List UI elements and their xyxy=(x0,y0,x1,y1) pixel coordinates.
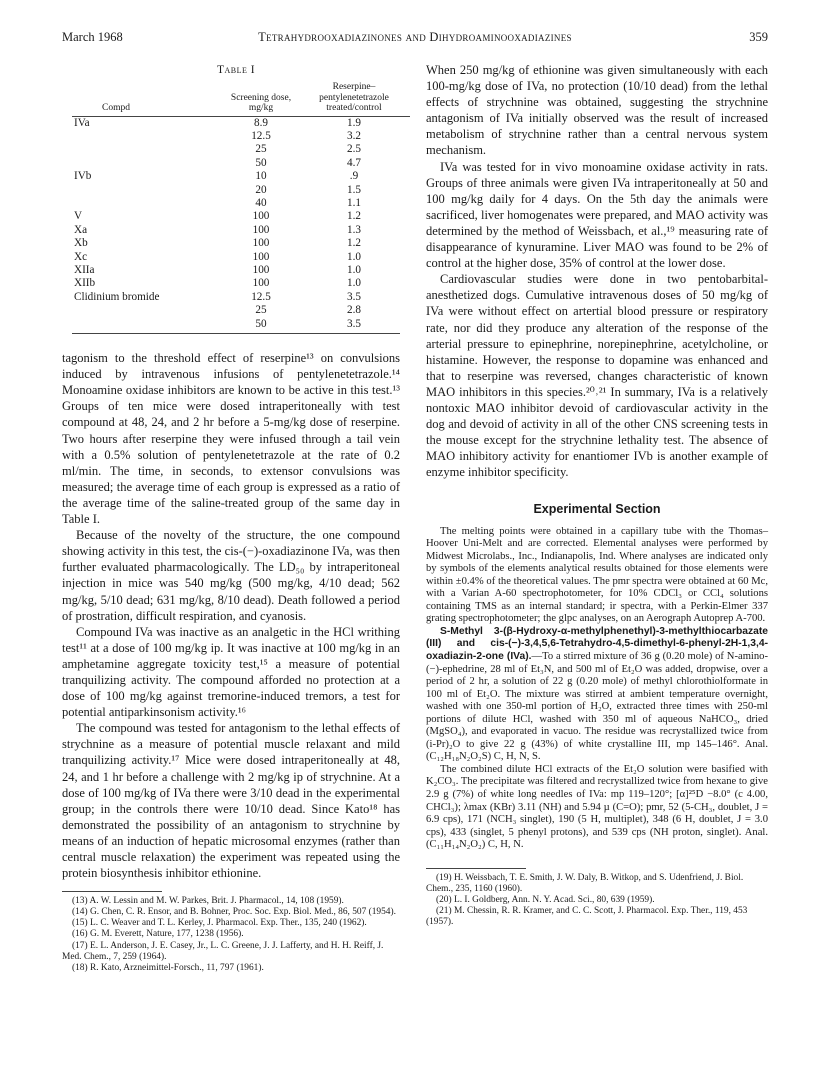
right-paragraph-2: IVa was tested for in vivo monoamine oxidase activity in rats. Groups of three animals were given IVa intraperitoneally at 50 and 100 mg/kg daily for 4 days. On the 5th day the animals were sacrificed, liver homogenates were prepared, and MAO activity was determined by the method of Weissbach, et al.,¹⁹ measuring rate of disappearance of kynuramine. Liver MAO was found to be 2% of control at the higher dose, 35% of control at the lower dose. xyxy=(426,159,768,271)
footnote-20: (20) L. I. Goldberg, Ann. N. Y. Acad. Sci., 80, 639 (1959). xyxy=(436,894,655,905)
cell-ratio: 1.2 xyxy=(347,237,361,250)
left-paragraph-1: tagonism to the threshold effect of reserpine¹³ on convulsions induced by intravenous infusions of pentylenetetrazole.¹⁴ Monoamine oxidase inhibitors are known to be active in this test.¹³ Groups of ten mice were dosed intraperitoneally with test compound at 48, 24, and 2 hr before a 5-mg/kg dose of reserpine. Two hours after reserpine they were infused through a tail vein with a 0.5% solution of pentylenetetrazole at the rate of 0.2 ml/min. The time, in seconds, to extensor convulsions was measured; the average time of each group is expressed as a ratio of the average time of the saline-treated group of the same day in Table I. xyxy=(62,351,400,527)
footnote-16: (16) G. M. Everett, Nature, 177, 1238 (1956). xyxy=(72,929,244,940)
cell-dose: 100 xyxy=(252,237,270,250)
cell-compound xyxy=(72,318,224,331)
cell-dose: 12.5 xyxy=(251,130,271,142)
footnote-17: (17) E. L. Anderson, J. E. Casey, Jr., L. C. Greene, J. J. Lafferty, and H. H. Reiff, J. Med. Chem., 7, 259 (1964). xyxy=(62,940,384,962)
right-footnotes xyxy=(426,864,768,928)
cell-compound: V xyxy=(74,210,83,223)
header-date: March 1968 xyxy=(62,30,123,44)
table-row xyxy=(72,157,410,170)
cell-compound: XIIa xyxy=(74,264,95,277)
cell-compound xyxy=(72,157,224,170)
cell-ratio: 1.0 xyxy=(347,250,361,263)
experimental-text xyxy=(426,526,768,852)
cell-compound xyxy=(72,130,224,143)
table-row xyxy=(72,224,410,237)
footnote-19: (19) H. Weissbach, T. E. Smith, J. W. Daly, B. Witkop, and S. Udenfriend, J. Biol. Chem., 235, 1160 (1960). xyxy=(426,872,744,894)
cell-ratio: 1.2 xyxy=(347,210,361,223)
table-title: Table I xyxy=(216,64,256,76)
table-row xyxy=(72,170,410,183)
cell-dose: 20 xyxy=(255,183,267,196)
cell-ratio: 2.8 xyxy=(347,304,361,317)
cell-compound: IVb xyxy=(74,170,92,183)
footnote-15: (15) L. C. Weaver and T. L. Kerley, J. Pharmacol. Exp. Ther., 135, 240 (1962). xyxy=(72,918,367,929)
cell-compound: Xb xyxy=(74,237,88,250)
cell-dose: 100 xyxy=(252,210,270,223)
cell-ratio: 1.9 xyxy=(347,116,361,129)
cell-compound: Clidinium bromide xyxy=(74,290,160,303)
table-row xyxy=(72,251,410,264)
cell-ratio: 1.0 xyxy=(347,277,361,290)
footnote-13: (13) A. W. Lessin and M. W. Parkes, Brit. J. Pharmacol., 14, 108 (1959). xyxy=(72,896,344,907)
experimental-paragraph-3: The combined dilute HCl extracts of the Et₂O solution were basified with K₂CO₃. The precipitate was filtered and recrystallized twice from hexane to give 2.9 g (7%) of white long needles of IVa: mp 119–120°; [α]²⁵D −8.0° (c 4.00, CHCl₃); λmax (KBr) 3.11 (NH) and 5.94 µ (C=O); pmr, 52 (5-CH₃, doublet, J = 6.9 cps), 171 (NCH₃ singlet), 190 (5 H, multiplet), 348 (6 H, doublet, J = 3.0 cps), 433 (singlet, 5 phenyl protons), and 539 cps (NH proton, singlet). Anal. (C₁₁H₁₄N₂O₂) C, H, N. xyxy=(426,763,768,851)
right-column xyxy=(426,62,768,928)
footnote-rule xyxy=(62,891,162,892)
experimental-paragraph-2-body: —To a stirred mixture of 36 g (0.20 mole) of N-amino-(−)-ephedrine, 28 ml of Et₃N, and 500 ml of Et₂O was added, dropwise, over a period of 2 hr, a solution of 22 g (0.20 mole) of methyl chlorothiolformate in 100 ml of Et₂O. The mixture was stirred at ambient temperature overnight, washed with one 350-ml portion of H₂O, extracted three times with 250-ml portions of dilute HCl, washed with 350 ml of aqueous NaHCO₃, dried (MgSO₄), and evaporated in vacuo. The residue was recrystallized twice from (i-Pr)₂O to give 22 g (43%) of white crystalline III, mp 145–146°. Anal. (C₁₂H₁₈N₂O₂S) C, H, N, S. xyxy=(426,651,768,763)
cell-dose: 25 xyxy=(255,143,267,156)
table-row xyxy=(72,130,410,143)
table-row xyxy=(72,237,410,250)
cell-compound xyxy=(72,304,224,317)
table-row xyxy=(72,264,410,277)
footnote-rule xyxy=(426,868,526,869)
table-row xyxy=(72,318,410,331)
cell-compound: XIIb xyxy=(74,277,96,290)
table-row xyxy=(72,116,410,130)
left-paragraph-3: Compound IVa was inactive as an analgetic in the HCl writhing test¹¹ at a dose of 100 mg/kg ip. It was inactive at 100 mg/kg in an amphetamine aggregate toxicity test,¹⁵ a measure of potential tranquilizing activity. The compound afforded no protection at a dose of 100 mg/kg against tremorine-induced tremors, a test for potential antiparkinsonism activity.¹⁶ xyxy=(62,624,400,720)
cell-ratio: 1.3 xyxy=(347,223,361,236)
cell-dose: 40 xyxy=(255,197,267,210)
left-paragraph-2: Because of the novelty of the structure, the one compound showing activity in this test, the cis-(−)-oxadiazinone IVa, was then further evaluated pharmacologically. The LD₅₀ by intraperitoneal injection in mice was 540 mg/kg (500 mg/kg, 4/10 dead; 562 mg/kg, 5/10 dead; 631 mg/kg, 8/10 dead). Death followed a period of prostration, difficult respiration, and cyanosis. xyxy=(62,528,400,623)
cell-dose: 10 xyxy=(255,170,267,183)
cell-ratio: 3.5 xyxy=(347,290,361,303)
cell-ratio: 1.0 xyxy=(347,264,361,277)
left-footnotes xyxy=(62,887,400,974)
cell-dose: 100 xyxy=(252,223,270,236)
footnote-18: (18) R. Kato, Arzneimittel-Forsch., 11, 797 (1961). xyxy=(72,962,264,973)
col-header-ratio: Reserpine–pentylenetetrazole treated/control xyxy=(298,82,410,116)
running-header xyxy=(62,30,768,46)
table-row xyxy=(72,197,410,210)
cell-dose: 100 xyxy=(252,264,270,277)
compound-heading: S-Methyl 3-(β-Hydroxy-α-methylphenethyl)-3-methylthiocarbazate (III) and cis-(−)-3,4,5,6-Tetrahydro-4,5-dimethyl-6-phenyl-2H-1,3,4-oxadiazin-2-one (IVa). xyxy=(426,625,768,662)
table-row xyxy=(72,304,410,317)
right-paragraph-3: Cardiovascular studies were done in two pentobarbital-anesthetized dogs. Cumulative intravenous doses of 50 mg/kg of IVa were without effect on artertial blood pressure or respiratory rate, nor did they produce any alteration of the response of the arterial pressure to epinephrine, norepinephrine, acetylcholine, or histamine. However, the response to dopamine was enhanced and that to reserpine was reversed, changes characteristic of known MAO inhibitors in this species.²⁰˒²¹ In summary, IVa is a relatively nontoxic MAO inhibitor devoid of cardiovascular activity in the dog and devoid of activity in all of the other CNS screening tests in the mouse except for the strychnine lethality test. The absence of MAO inhibitory activity for enantiomer IVb is another example of enzyme inhibitor specificity. xyxy=(426,272,768,480)
cell-ratio: 3.2 xyxy=(347,130,361,142)
table-bottom-rule xyxy=(72,333,400,334)
cell-dose: 12.5 xyxy=(251,290,271,303)
right-paragraph-1: When 250 mg/kg of ethionine was given simultaneously with each 100-mg/kg dose of IVa, no protection (10/10 dead) from the lethal effects of strychnine was obtained, suggesting the strychnine antagonism of IVa initially observed was the result of increased metabolism of strychnine rather than a central nervous system mechanism. xyxy=(426,63,768,158)
cell-compound xyxy=(72,143,224,156)
header-title: Tetrahydrooxadiazinones and Dihydroaminooxadiazines xyxy=(258,30,572,44)
col-header-compd: Compd xyxy=(72,82,224,116)
table-row xyxy=(72,210,410,223)
cell-compound xyxy=(72,184,224,197)
cell-dose: 25 xyxy=(255,304,267,317)
cell-compound: Xc xyxy=(74,250,88,263)
cell-ratio: .9 xyxy=(349,170,359,183)
footnote-14: (14) G. Chen, C. R. Ensor, and B. Bohner, Proc. Soc. Exp. Biol. Med., 86, 507 (1954). xyxy=(72,907,396,918)
cell-compound: IVa xyxy=(74,116,90,129)
cell-dose: 100 xyxy=(252,277,270,290)
left-paragraph-4: The compound was tested for antagonism to the lethal effects of strychnine as a measure of potential muscle relaxant and mild tranquilizing activity.¹⁷ Mice were dosed intraperitoneally at 48, 24, and 1 hr before a challenge with 2 mg/kg ip of strychnine. At a dose of 100 mg/kg of IVa there were 3/10 dead in the experimental group; in the controls there were 10/10 dead. Since Kato¹⁸ has demonstrated the possibility of an antagonism to strychnine by means of an induction of hepatic microsomal enzymes (rather than central muscle relaxation) the experiment was repeated using the protein biosynthesis inhibitor ethionine. xyxy=(62,721,400,881)
section-title: Experimental Section xyxy=(533,502,661,517)
cell-compound: Xa xyxy=(74,223,88,236)
footnote-21: (21) M. Chessin, R. R. Kramer, and C. C. Scott, J. Pharmacol. Exp. Ther., 119, 453 (1957). xyxy=(426,906,748,928)
cell-ratio: 4.7 xyxy=(347,156,361,169)
cell-dose: 8.9 xyxy=(254,116,268,129)
experimental-paragraph-2 xyxy=(426,626,768,764)
cell-ratio: 2.5 xyxy=(347,143,361,156)
col-header-dose: Screening dose, mg/kg xyxy=(224,82,298,116)
cell-ratio: 1.5 xyxy=(347,183,361,196)
page-number: 359 xyxy=(749,30,768,44)
table-row xyxy=(72,277,410,290)
cell-ratio: 3.5 xyxy=(347,317,361,330)
left-column xyxy=(62,62,400,974)
cell-dose: 100 xyxy=(252,250,270,263)
cell-dose: 50 xyxy=(255,156,267,169)
cell-ratio: 1.1 xyxy=(347,197,361,210)
table-1 xyxy=(72,62,400,334)
experimental-paragraph-1: The melting points were obtained in a capillary tube with the Thomas–Hoover Uni-Melt and are corrected. Elemental analyses were performed by Midwest Microlabs., Inc., Indianapolis, Ind. Where analyses are indicated only by symbols of the elements analytical results obtained for those elements were within ±0.4% of the theoretical values. The pmr spectra were obtained at 60 Mc, with a Varian A-60 spectrophotometer, for 10% CDCl₃ or CCl₄ solutions containing TMS as an internal standard; ir spectra, with a Perkin-Elmer 337 grating spectrophotometer; the glpc analyses, on an Aerograph Autoprep A-700. xyxy=(426,525,768,625)
table-row xyxy=(72,291,410,304)
cell-dose: 50 xyxy=(255,317,267,330)
cell-compound xyxy=(72,197,224,210)
table-row xyxy=(72,143,410,156)
table-row xyxy=(72,184,410,197)
results-table xyxy=(72,82,410,331)
